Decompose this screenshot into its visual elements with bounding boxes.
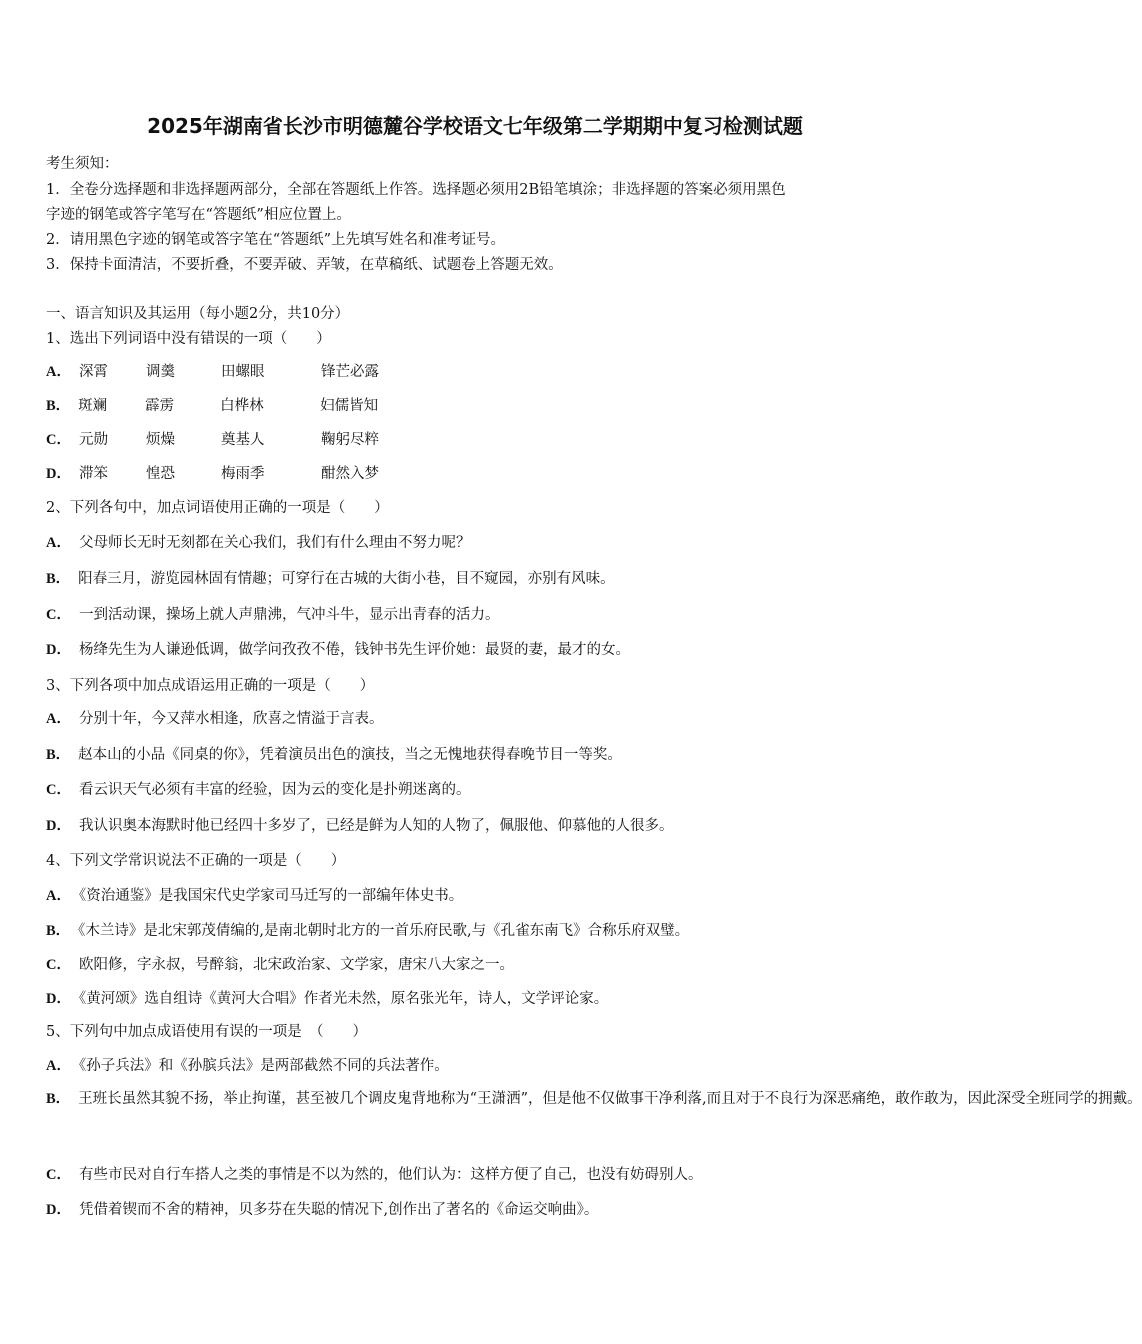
word: 烦燥	[145, 432, 175, 448]
option-label: B．	[46, 571, 71, 587]
q4-option-b	[46, 919, 689, 940]
option-text: 王班长虽然其貌不扬，举止拘谨，甚至被几个调皮鬼背地称为“王潇洒”，但是他不仅做事干净利落,而且对于不良行为深恶痛绝，敢作敢为，因此深受全班同学的拥戴。	[78, 1091, 1142, 1107]
word: 白桦林	[220, 398, 264, 414]
notice-item-2: 2．请用黑色字迹的钢笔或答字笔在“答题纸”上先填写姓名和准考证号。	[46, 232, 506, 248]
q4-option-d	[46, 987, 608, 1008]
notice-item-3: 3．保持卡面清洁，不要折叠，不要弄破、弄皱，在草稿纸、试题卷上答题无效。	[46, 257, 563, 273]
notice-heading: 考生须知：	[46, 156, 119, 172]
word: 深霄	[78, 364, 108, 380]
q2-option-d	[46, 638, 630, 659]
q5-option-b	[46, 1082, 1142, 1116]
page-title: 2025年湖南省长沙市明德麓谷学校语文七年级第二学期期中复习检测试题	[147, 114, 803, 138]
q3-option-a	[46, 707, 383, 728]
q3-option-b	[46, 743, 622, 764]
option-label: D．	[46, 466, 71, 482]
question-1-stem: 1、选出下列词语中没有错误的一项（ ）	[46, 331, 331, 347]
q4-option-c	[46, 953, 514, 974]
word: 酣然入梦	[320, 466, 379, 482]
option-label: B．	[46, 1091, 71, 1107]
q1-option-d	[46, 462, 379, 483]
option-label: B．	[46, 398, 71, 414]
question-5-stem: 5、下列句中加点成语使用有误的一项是 （ ）	[46, 1024, 367, 1040]
word: 元勋	[78, 432, 108, 448]
option-text: 一到活动课，操场上就人声鼎沸，气冲斗牛，显示出青春的活力。	[78, 607, 500, 623]
option-text: 《资治通鉴》是我国宋代史学家司马迁写的一部编年体史书。	[78, 888, 464, 904]
q3-option-d	[46, 814, 673, 835]
option-label: D．	[46, 818, 71, 834]
q1-option-b	[46, 394, 378, 415]
section-heading: 一、语言知识及其运用（每小题2分，共10分）	[46, 306, 350, 322]
word: 斑斓	[78, 398, 108, 414]
word: 梅雨季	[220, 466, 265, 482]
option-label: C．	[46, 957, 71, 973]
option-text: 阳春三月，游览园林固有情趣；可穿行在古城的大街小巷，目不窥园，亦别有风味。	[78, 571, 615, 587]
word: 调羹	[145, 364, 175, 380]
option-label: A．	[46, 711, 71, 727]
word: 锋芒必露	[320, 364, 379, 380]
option-text: 看云识天气必须有丰富的经验，因为云的变化是扑朔迷离的。	[78, 782, 471, 798]
option-label: B．	[46, 747, 71, 763]
word: 鞠躬尽粹	[320, 432, 379, 448]
question-2-stem: 2、下列各句中，加点词语使用正确的一项是（ ）	[46, 500, 389, 516]
option-label: A．	[46, 1058, 71, 1074]
notice-item-1-cont: 字迹的钢笔或答字笔写在“答题纸”相应位置上。	[46, 207, 351, 223]
option-text: 赵本山的小品《同桌的你》，凭着演员出色的演技，当之无愧地获得春晚节目一等奖。	[78, 747, 622, 763]
word: 霹雳	[145, 398, 175, 414]
q5-option-d	[46, 1198, 598, 1219]
option-text: 凭借着锲而不舍的精神，贝多芬在失聪的情况下,创作出了著名的《命运交响曲》。	[78, 1202, 599, 1218]
option-label: A．	[46, 364, 71, 380]
option-text: 《黄河颂》选自组诗《黄河大合唱》作者光未然，原名张光年，诗人，文学评论家。	[78, 991, 609, 1007]
option-label: C．	[46, 1167, 71, 1183]
question-3-stem: 3、下列各项中加点成语运用正确的一项是（ ）	[46, 678, 375, 694]
option-label: C．	[46, 432, 71, 448]
q5-option-c	[46, 1163, 702, 1184]
option-text: 我认识奥本海默时他已经四十多岁了，已经是鲜为人知的人物了，佩服他、仰慕他的人很多。	[78, 818, 674, 834]
option-text: 父母师长无时无刻都在关心我们，我们有什么理由不努力呢？	[78, 535, 471, 551]
option-text: 欧阳修，字永叔，号醉翁，北宋政治家、文学家，唐宋八大家之一。	[78, 957, 514, 973]
option-label: B．	[46, 923, 71, 939]
option-text: 《孙子兵法》和《孙膑兵法》是两部截然不同的兵法著作。	[78, 1058, 449, 1074]
option-label: C．	[46, 607, 71, 623]
option-text: 有些市民对自行车搭人之类的事情是不以为然的，他们认为：这样方便了自己，也没有妨碍别人。	[78, 1167, 703, 1183]
q2-option-a	[46, 531, 470, 552]
option-text: 杨绛先生为人谦逊低调，做学问孜孜不倦，钱钟书先生评价她：最贤的妻，最才的女。	[78, 642, 630, 658]
word: 田螺眼	[220, 364, 265, 380]
option-label: D．	[46, 1202, 71, 1218]
word: 惶恐	[145, 466, 175, 482]
word: 妇儒皆知	[320, 398, 379, 414]
q2-option-c	[46, 603, 499, 624]
question-4-stem: 4、下列文学常识说法不正确的一项是（ ）	[46, 853, 346, 869]
q5-option-a	[46, 1054, 449, 1075]
option-label: D．	[46, 991, 71, 1007]
q2-option-b	[46, 567, 615, 588]
notice-item-1: 1．全卷分选择题和非选择题两部分，全部在答题纸上作答。选择题必须用2B铅笔填涂；非选择题的答案必须用黑色	[46, 182, 786, 198]
q4-option-a	[46, 884, 463, 905]
q1-option-a	[46, 360, 379, 381]
option-text: 《木兰诗》是北宋郭茂倩编的,是南北朝时北方的一首乐府民歌,与《孔雀东南飞》合称乐府双璧。	[78, 923, 690, 939]
option-label: A．	[46, 888, 71, 904]
word: 奠基人	[220, 432, 265, 448]
q1-option-c	[46, 428, 379, 449]
option-text: 分别十年，今又萍水相逢，欣喜之情溢于言表。	[78, 711, 384, 727]
q3-option-c	[46, 778, 470, 799]
option-label: C．	[46, 782, 71, 798]
word: 滞笨	[78, 466, 108, 482]
option-label: D．	[46, 642, 71, 658]
option-label: A．	[46, 535, 71, 551]
